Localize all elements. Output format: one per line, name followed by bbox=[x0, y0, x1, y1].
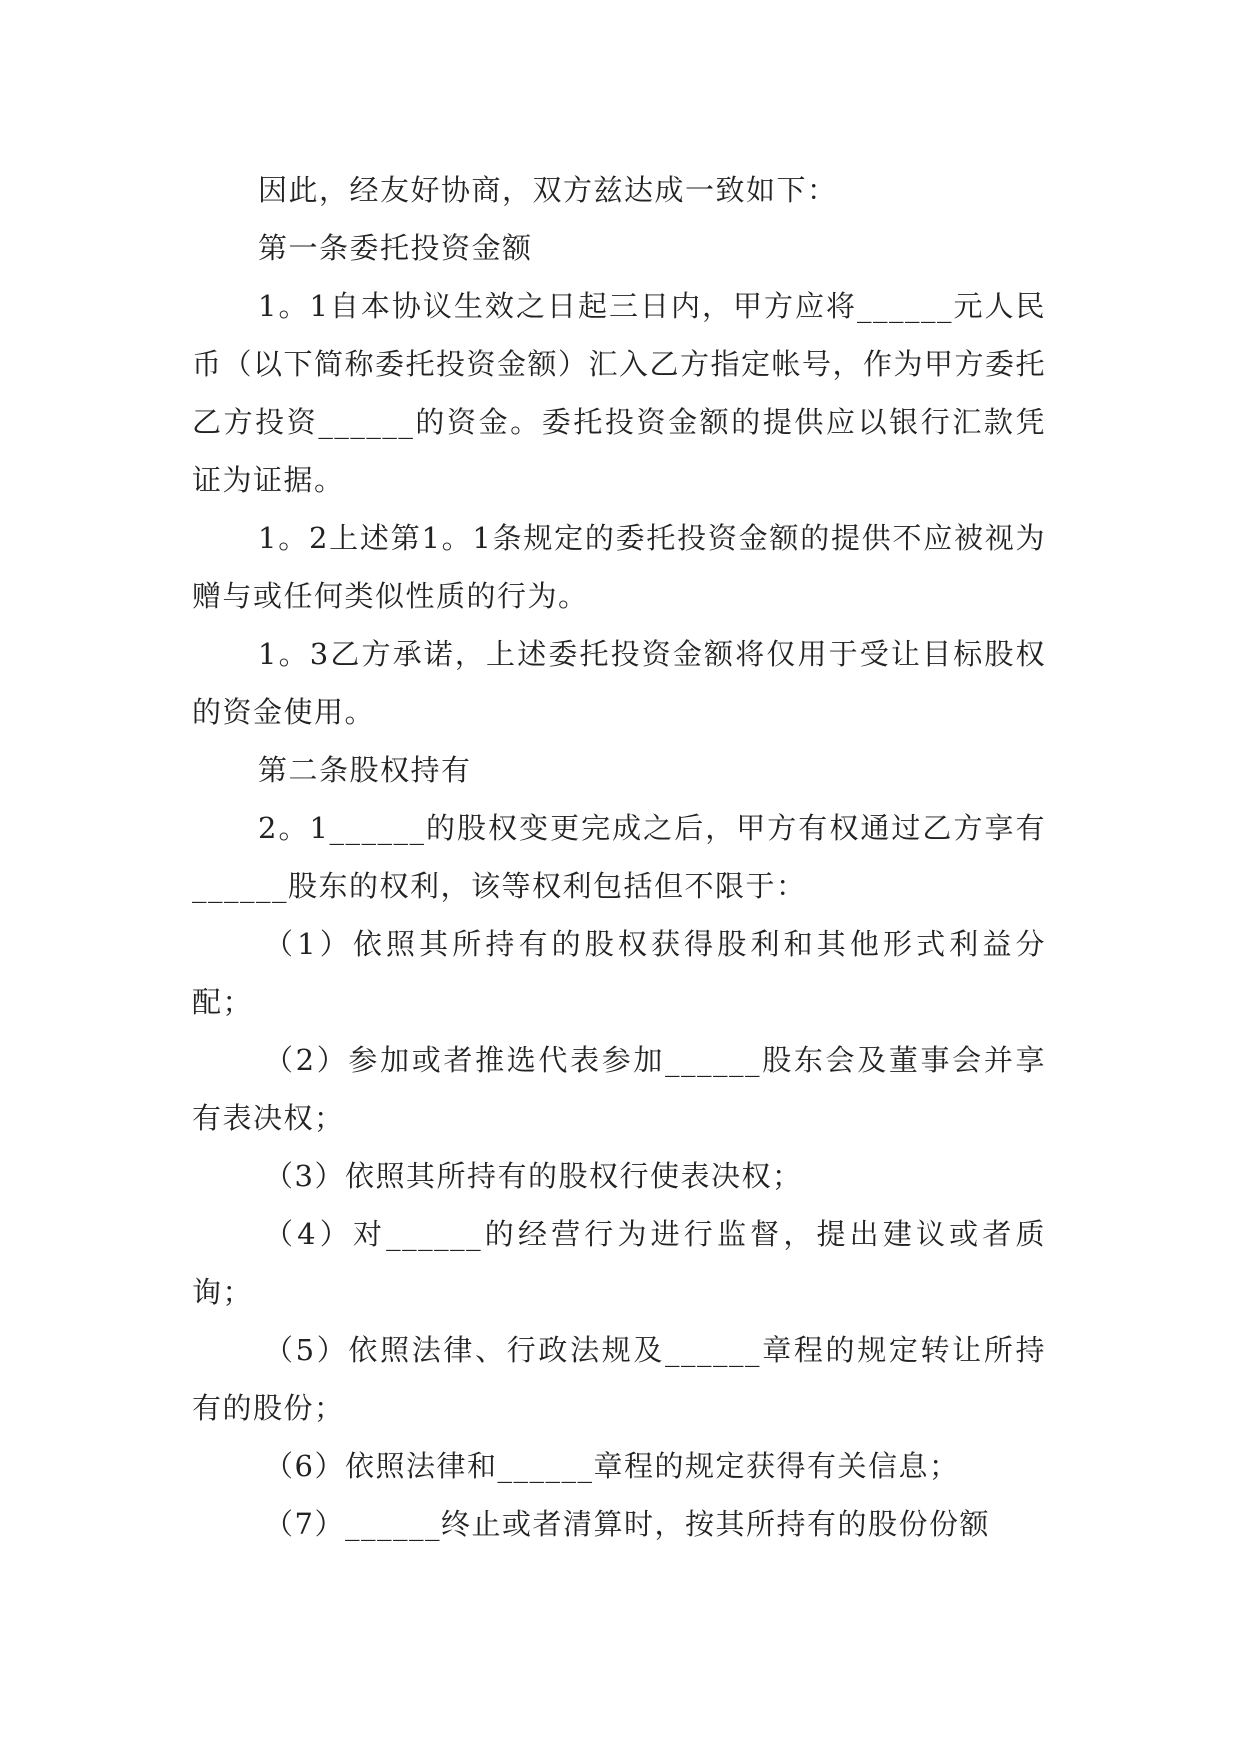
intro-paragraph: 因此，经友好协商，双方兹达成一致如下： bbox=[258, 173, 838, 207]
right-item-6: （6）依照法律和______章程的规定获得有关信息； bbox=[264, 1449, 960, 1483]
clause-1-1: 1。1自本协议生效之日起三日内，甲方应将______元人民币（以下简称委托投资金额）汇入乙方指定帐号，作为甲方委托乙方投资______的资金。委托投资金额的提供应以银行汇款凭证为证据。 bbox=[192, 289, 1047, 497]
clause-1-2: 1。2上述第1。1条规定的委托投资金额的提供不应被视为赠与或任何类似性质的行为。 bbox=[192, 521, 1046, 613]
article-2-heading: 第二条股权持有 bbox=[258, 753, 472, 787]
right-item-4: （4）对______的经营行为进行监督，提出建议或者质询； bbox=[192, 1217, 1046, 1309]
article-1-heading: 第一条委托投资金额 bbox=[258, 231, 533, 265]
right-item-3: （3）依照其所持有的股权行使表决权； bbox=[264, 1159, 803, 1193]
right-item-5: （5）依照法律、行政法规及______章程的规定转让所持有的股份； bbox=[192, 1333, 1046, 1425]
right-item-1: （1）依照其所持有的股权获得股利和其他形式利益分配； bbox=[192, 927, 1046, 1019]
right-item-7: （7）______终止或者清算时，按其所持有的股份份额 bbox=[264, 1507, 990, 1541]
clause-2-1: 2。1______的股权变更完成之后，甲方有权通过乙方享有______股东的权利，该等权利包括但不限于： bbox=[192, 811, 1046, 903]
right-item-2: （2）参加或者推选代表参加______股东会及董事会并享有表决权； bbox=[192, 1043, 1046, 1135]
document-body bbox=[192, 161, 1046, 1553]
clause-1-3: 1。3乙方承诺，上述委托投资金额将仅用于受让目标股权的资金使用。 bbox=[192, 637, 1046, 729]
